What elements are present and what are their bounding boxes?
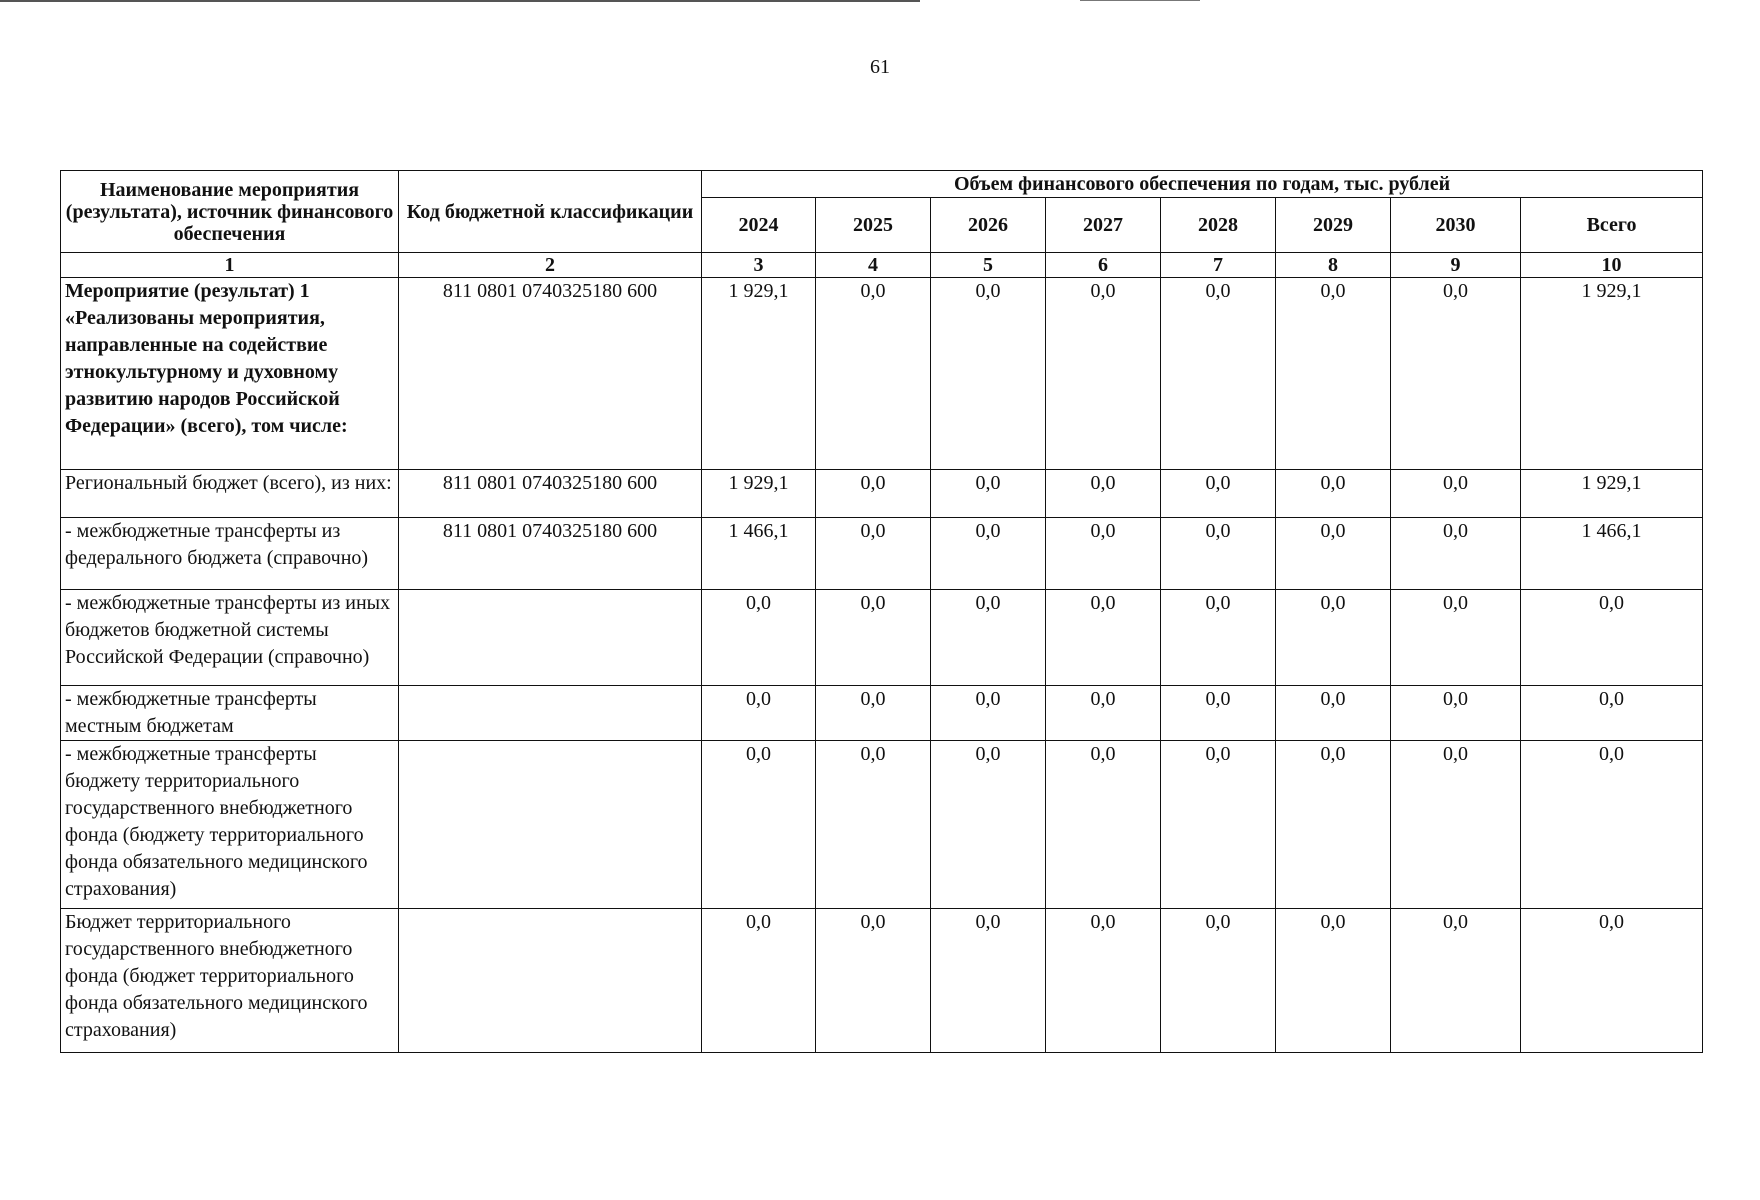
row-name: - межбюджетные трансферты из иных бюджетов бюджетной системы Российской Федерации (справочно) xyxy=(61,590,399,686)
row-value-2030: 0,0 xyxy=(1391,470,1521,518)
row-value-2026: 0,0 xyxy=(931,470,1046,518)
row-value-2030: 0,0 xyxy=(1391,686,1521,741)
row-value-2024: 0,0 xyxy=(702,590,816,686)
header-year-2028: 2028 xyxy=(1161,198,1276,253)
row-value-2024: 0,0 xyxy=(702,741,816,909)
row-value-2028: 0,0 xyxy=(1161,278,1276,470)
row-value-2025: 0,0 xyxy=(816,470,931,518)
row-value-2029: 0,0 xyxy=(1276,518,1391,590)
row-value-2028: 0,0 xyxy=(1161,909,1276,1053)
row-total: 0,0 xyxy=(1521,909,1703,1053)
row-value-2029: 0,0 xyxy=(1276,278,1391,470)
header-year-2027: 2027 xyxy=(1046,198,1161,253)
row-value-2025: 0,0 xyxy=(816,278,931,470)
row-value-2030: 0,0 xyxy=(1391,909,1521,1053)
table-row xyxy=(61,741,1703,909)
row-value-2028: 0,0 xyxy=(1161,518,1276,590)
row-total: 0,0 xyxy=(1521,686,1703,741)
scan-edge-line-short xyxy=(1080,0,1200,1)
row-name: Мероприятие (результат) 1 «Реализованы мероприятия, направленные на содействие этнокультурному и духовному развитию народов Российской Федерации» (всего), том числе: xyxy=(61,278,399,470)
row-budget-code xyxy=(399,686,702,741)
row-value-2024: 0,0 xyxy=(702,909,816,1053)
row-budget-code xyxy=(399,909,702,1053)
row-value-2026: 0,0 xyxy=(931,686,1046,741)
row-value-2028: 0,0 xyxy=(1161,686,1276,741)
column-number-10: 10 xyxy=(1521,253,1703,278)
row-value-2027: 0,0 xyxy=(1046,470,1161,518)
row-value-2030: 0,0 xyxy=(1391,278,1521,470)
column-number-5: 5 xyxy=(931,253,1046,278)
row-value-2027: 0,0 xyxy=(1046,686,1161,741)
row-value-2029: 0,0 xyxy=(1276,590,1391,686)
column-number-2: 2 xyxy=(399,253,702,278)
header-total: Всего xyxy=(1521,198,1703,253)
column-number-1: 1 xyxy=(61,253,399,278)
row-value-2024: 1 929,1 xyxy=(702,470,816,518)
row-name: Бюджет территориального государственного внебюджетного фонда (бюджет территориального фонда обязательного медицинского страхования) xyxy=(61,909,399,1053)
row-value-2025: 0,0 xyxy=(816,590,931,686)
row-value-2027: 0,0 xyxy=(1046,518,1161,590)
row-budget-code: 811 0801 0740325180 600 xyxy=(399,470,702,518)
row-value-2029: 0,0 xyxy=(1276,686,1391,741)
table-row xyxy=(61,518,1703,590)
header-year-2026: 2026 xyxy=(931,198,1046,253)
row-total: 1 929,1 xyxy=(1521,470,1703,518)
row-value-2028: 0,0 xyxy=(1161,470,1276,518)
row-value-2027: 0,0 xyxy=(1046,909,1161,1053)
row-name: - межбюджетные трансферты бюджету территориального государственного внебюджетного фонда (бюджету территориального фонда обязательного медицинского страхования) xyxy=(61,741,399,909)
header-volume-group: Объем финансового обеспечения по годам, тыс. рублей xyxy=(702,171,1703,198)
row-budget-code: 811 0801 0740325180 600 xyxy=(399,518,702,590)
row-value-2026: 0,0 xyxy=(931,518,1046,590)
header-name-column: Наименование мероприятия (результата), источник финансового обеспечения xyxy=(61,171,399,253)
row-total: 0,0 xyxy=(1521,741,1703,909)
header-year-2030: 2030 xyxy=(1391,198,1521,253)
column-number-6: 6 xyxy=(1046,253,1161,278)
column-number-7: 7 xyxy=(1161,253,1276,278)
row-value-2025: 0,0 xyxy=(816,909,931,1053)
row-value-2026: 0,0 xyxy=(931,909,1046,1053)
row-value-2028: 0,0 xyxy=(1161,590,1276,686)
header-year-2024: 2024 xyxy=(702,198,816,253)
row-value-2030: 0,0 xyxy=(1391,590,1521,686)
row-value-2024: 0,0 xyxy=(702,686,816,741)
header-year-2029: 2029 xyxy=(1276,198,1391,253)
row-value-2030: 0,0 xyxy=(1391,518,1521,590)
page-number: 61 xyxy=(870,56,890,78)
table-row xyxy=(61,278,1703,470)
row-name: Региональный бюджет (всего), из них: xyxy=(61,470,399,518)
table-header xyxy=(61,171,1703,278)
row-name: - межбюджетные трансферты местным бюджетам xyxy=(61,686,399,741)
table-row xyxy=(61,686,1703,741)
column-number-9: 9 xyxy=(1391,253,1521,278)
row-value-2028: 0,0 xyxy=(1161,741,1276,909)
row-value-2026: 0,0 xyxy=(931,741,1046,909)
row-value-2025: 0,0 xyxy=(816,518,931,590)
row-value-2027: 0,0 xyxy=(1046,590,1161,686)
row-value-2030: 0,0 xyxy=(1391,741,1521,909)
table-body xyxy=(61,278,1703,1053)
column-number-4: 4 xyxy=(816,253,931,278)
row-value-2027: 0,0 xyxy=(1046,741,1161,909)
row-value-2026: 0,0 xyxy=(931,590,1046,686)
row-budget-code: 811 0801 0740325180 600 xyxy=(399,278,702,470)
row-value-2024: 1 466,1 xyxy=(702,518,816,590)
row-value-2026: 0,0 xyxy=(931,278,1046,470)
header-code-column: Код бюджетной классификации xyxy=(399,171,702,253)
row-value-2024: 1 929,1 xyxy=(702,278,816,470)
row-total: 0,0 xyxy=(1521,590,1703,686)
row-value-2029: 0,0 xyxy=(1276,470,1391,518)
row-value-2027: 0,0 xyxy=(1046,278,1161,470)
row-value-2029: 0,0 xyxy=(1276,741,1391,909)
row-total: 1 929,1 xyxy=(1521,278,1703,470)
row-value-2025: 0,0 xyxy=(816,686,931,741)
row-total: 1 466,1 xyxy=(1521,518,1703,590)
row-value-2025: 0,0 xyxy=(816,741,931,909)
header-year-2025: 2025 xyxy=(816,198,931,253)
row-budget-code xyxy=(399,741,702,909)
budget-table xyxy=(60,170,1703,1053)
column-number-3: 3 xyxy=(702,253,816,278)
table-row xyxy=(61,590,1703,686)
scan-edge-line xyxy=(0,0,920,2)
row-budget-code xyxy=(399,590,702,686)
table-row xyxy=(61,909,1703,1053)
column-number-8: 8 xyxy=(1276,253,1391,278)
table-row xyxy=(61,470,1703,518)
row-value-2029: 0,0 xyxy=(1276,909,1391,1053)
row-name: - межбюджетные трансферты из федерального бюджета (справочно) xyxy=(61,518,399,590)
